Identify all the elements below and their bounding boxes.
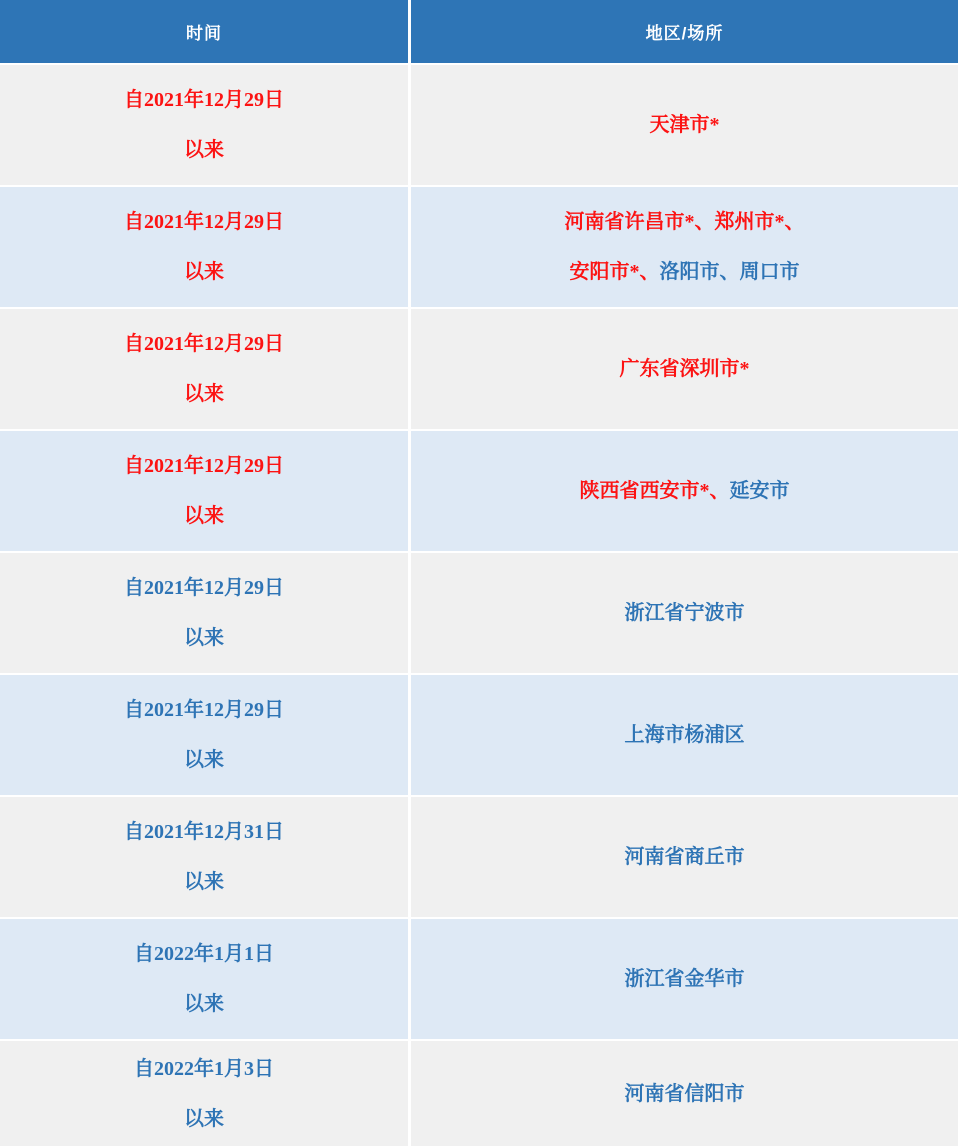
table-row [0, 553, 958, 673]
region-cell [411, 553, 958, 673]
region-segment: 浙江省金华市 [624, 968, 745, 990]
time-cell [0, 187, 408, 307]
time-cell [0, 65, 408, 185]
table-row [0, 797, 958, 917]
time-line: 自2021年12月29日 [124, 333, 284, 355]
region-segment: 陕西省西安市*、 [579, 480, 730, 502]
time-cell [0, 919, 408, 1039]
time-line: 以来 [184, 505, 224, 527]
table-row [0, 675, 958, 795]
region-segment: 洛阳市、周口市 [659, 261, 800, 283]
time-cell [0, 553, 408, 673]
time-line: 以来 [184, 993, 224, 1015]
time-line: 以来 [184, 749, 224, 771]
region-segment: 河南省信阳市 [624, 1082, 745, 1105]
region-segment: 广东省深圳市* [619, 358, 750, 380]
region-line [620, 344, 750, 394]
region-cell [411, 187, 958, 307]
time-line: 自2021年12月29日 [124, 699, 284, 721]
time-cell [0, 797, 408, 917]
region-line [650, 100, 720, 150]
time-line: 自2021年12月29日 [124, 577, 284, 599]
region-segment: 天津市* [649, 114, 720, 136]
column-header-time: 时间 [0, 0, 408, 63]
time-line: 以来 [184, 871, 224, 893]
region-segment: 河南省许昌市*、郑州市*、 [564, 211, 805, 233]
column-header-region: 地区/场所 [411, 0, 958, 63]
region-line [565, 197, 805, 247]
time-cell [0, 1041, 408, 1146]
region-line [580, 466, 790, 516]
region-cell [411, 1041, 958, 1146]
time-line: 以来 [184, 139, 224, 161]
time-cell [0, 675, 408, 795]
time-line: 自2021年12月29日 [124, 455, 284, 477]
time-line: 以来 [184, 261, 224, 283]
region-line [570, 247, 800, 297]
region-line [625, 710, 745, 760]
region-segment: 河南省商丘市 [624, 846, 745, 868]
region-segment: 浙江省宁波市 [624, 602, 745, 624]
time-cell [0, 309, 408, 429]
table-row [0, 431, 958, 551]
region-cell [411, 797, 958, 917]
table-row [0, 309, 958, 429]
time-line: 自2021年12月29日 [124, 211, 284, 233]
region-line [625, 954, 745, 1004]
region-cell [411, 675, 958, 795]
region-cell [411, 919, 958, 1039]
region-cell [411, 65, 958, 185]
region-line [625, 832, 745, 882]
region-segment: 安阳市*、 [569, 261, 660, 283]
table-header-row [0, 0, 958, 63]
region-line [625, 1069, 745, 1119]
time-line: 以来 [184, 627, 224, 649]
region-cell [411, 431, 958, 551]
time-line: 自2021年12月31日 [124, 821, 284, 843]
table-row [0, 187, 958, 307]
time-line: 以来 [184, 383, 224, 405]
time-line: 自2022年1月3日 [134, 1057, 274, 1080]
region-cell [411, 309, 958, 429]
table-row [0, 65, 958, 185]
region-line [625, 588, 745, 638]
time-line: 自2021年12月29日 [124, 89, 284, 111]
table-row [0, 1041, 958, 1146]
region-segment: 延安市 [729, 480, 790, 502]
time-cell [0, 431, 408, 551]
table-row [0, 919, 958, 1039]
region-segment: 上海市杨浦区 [624, 724, 745, 746]
time-line: 以来 [184, 1107, 224, 1130]
time-line: 自2022年1月1日 [134, 943, 274, 965]
